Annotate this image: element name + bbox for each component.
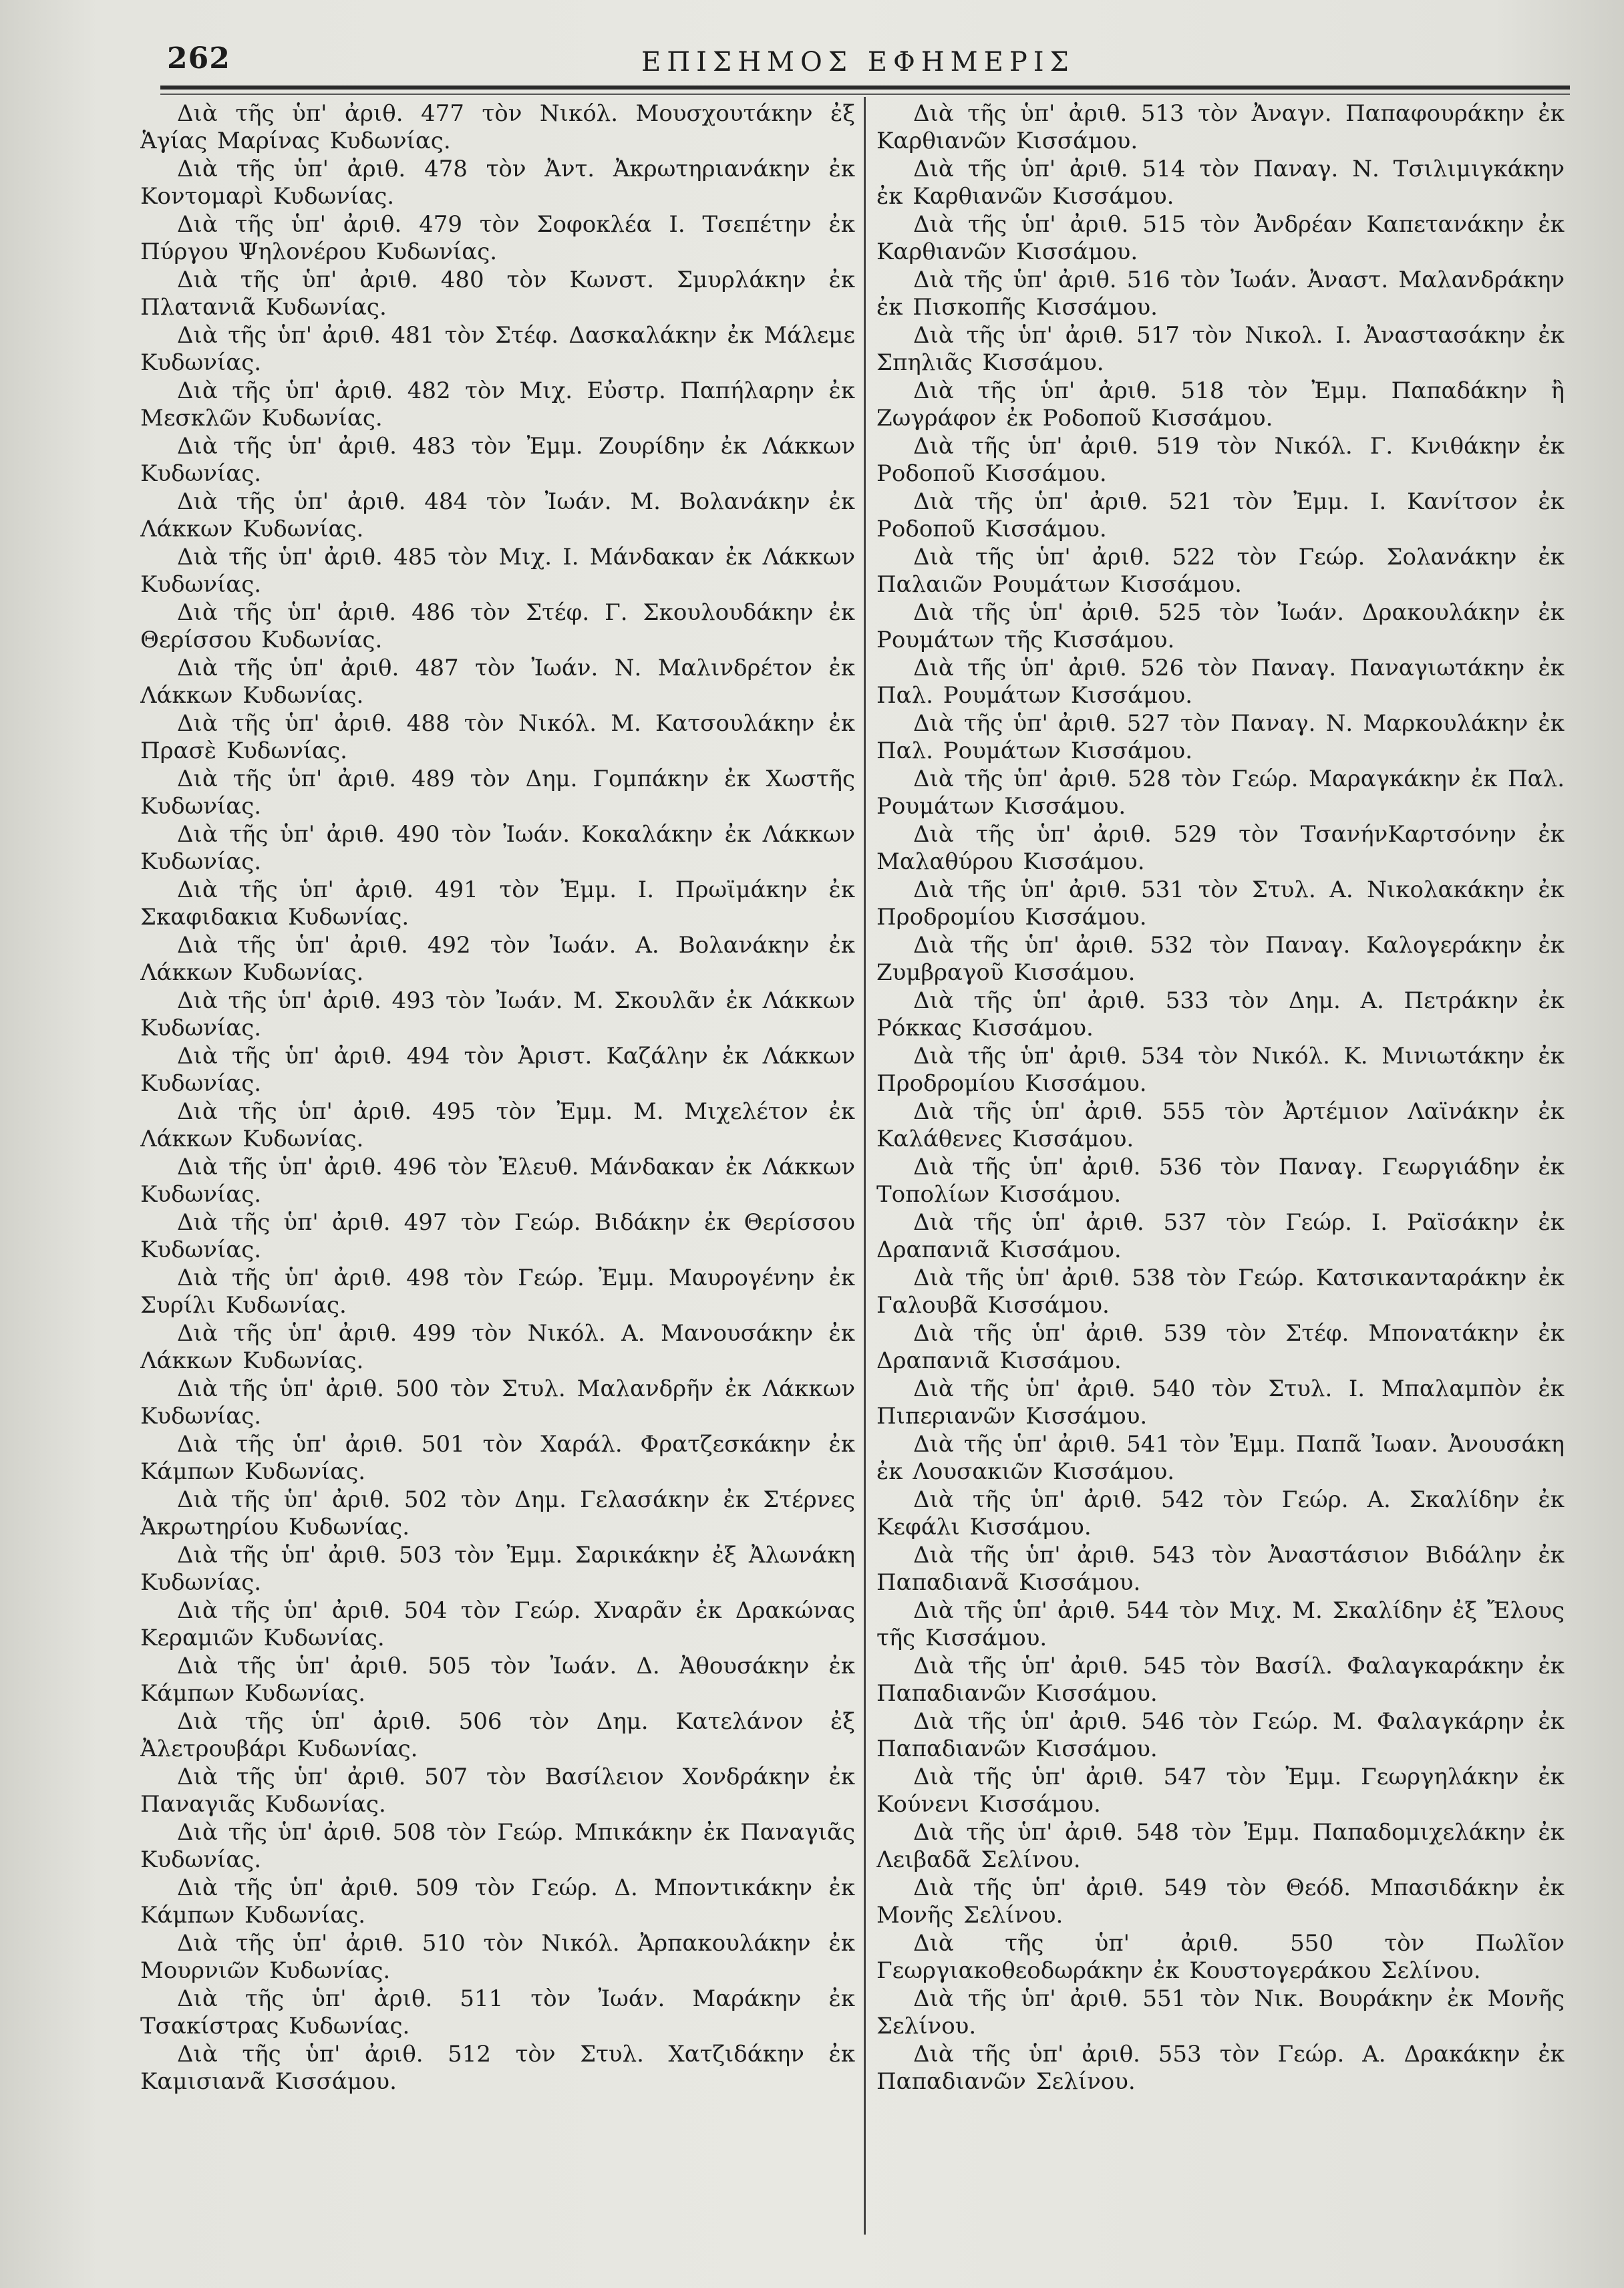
list-item: Διὰ τῆς ὑπ' ἀριθ. 550 τὸν Πωλῖον Γεωργιακοθεοδωράκην ἐκ Κουστογεράκου Σελίνου.	[876, 1930, 1565, 1984]
list-item: Διὰ τῆς ὑπ' ἀριθ. 553 τὸν Γεώρ. Α. Δρακάκην ἐκ Παπαδιανῶν Σελίνου.	[876, 2041, 1565, 2095]
list-item: Διὰ τῆς ὑπ' ἀριθ. 489 τὸν Δημ. Γομπάκην ἐκ Χωστῆς Κυδωνίας.	[140, 766, 855, 820]
list-item: Διὰ τῆς ὑπ' ἀριθ. 519 τὸν Νικόλ. Γ. Κνιθάκην ἐκ Ροδοποῦ Κισσάμου.	[876, 433, 1565, 487]
header-rule	[160, 86, 1570, 90]
list-item: Διὰ τῆς ὑπ' ἀριθ. 548 τὸν Ἐμμ. Παπαδομιχελάκην ἐκ Λειβαδᾶ Σελίνου.	[876, 1819, 1565, 1873]
list-item: Διὰ τῆς ὑπ' ἀριθ. 532 τὸν Παναγ. Καλογεράκην ἐκ Ζυμβραγοῦ Κισσάμου.	[876, 932, 1565, 986]
list-item: Διὰ τῆς ὑπ' ἀριθ. 540 τὸν Στυλ. Ι. Μπαλαμπὸν ἐκ Πιπεριανῶν Κισσάμου.	[876, 1375, 1565, 1430]
list-item: Διὰ τῆς ὑπ' ἀριθ. 480 τὸν Κωνστ. Σμυρλάκην ἐκ Πλατανιᾶ Κυδωνίας.	[140, 267, 855, 321]
list-item: Διὰ τῆς ὑπ' ἀριθ. 481 τὸν Στέφ. Δασκαλάκην ἐκ Μάλεμε Κυδωνίας.	[140, 322, 855, 376]
list-item: Διὰ τῆς ὑπ' ἀριθ. 541 τὸν Ἐμμ. Παπᾶ Ἰωαν. Ἀνουσάκη ἐκ Λουσακιῶν Κισσάμου.	[876, 1431, 1565, 1485]
list-item: Διὰ τῆς ὑπ' ἀριθ. 500 τὸν Στυλ. Μαλανδρῆν ἐκ Λάκκων Κυδωνίας.	[140, 1375, 855, 1430]
list-item: Διὰ τῆς ὑπ' ἀριθ. 499 τὸν Νικόλ. Α. Μανουσάκην ἐκ Λάκκων Κυδωνίας.	[140, 1320, 855, 1374]
list-item: Διὰ τῆς ὑπ' ἀριθ. 492 τὸν Ἰωάν. Α. Βολανάκην ἐκ Λάκκων Κυδωνίας.	[140, 932, 855, 986]
list-item: Διὰ τῆς ὑπ' ἀριθ. 504 τὸν Γεώρ. Χναρᾶν ἐκ Δρακώνας Κεραμιῶν Κυδωνίας.	[140, 1597, 855, 1651]
list-item: Διὰ τῆς ὑπ' ἀριθ. 537 τὸν Γεώρ. Ι. Ραϊσάκην ἐκ Δραπανιᾶ Κισσάμου.	[876, 1209, 1565, 1263]
list-item: Διὰ τῆς ὑπ' ἀριθ. 526 τὸν Παναγ. Παναγιωτάκην ἐκ Παλ. Ρουμάτων Κισσάμου.	[876, 655, 1565, 709]
list-item: Διὰ τῆς ὑπ' ἀριθ. 486 τὸν Στέφ. Γ. Σκουλουδάκην ἐκ Θερίσσου Κυδωνίας.	[140, 599, 855, 653]
list-item: Διὰ τῆς ὑπ' ἀριθ. 538 τὸν Γεώρ. Κατσικανταράκην ἐκ Γαλουβᾶ Κισσάμου.	[876, 1265, 1565, 1319]
list-item: Διὰ τῆς ὑπ' ἀριθ. 555 τὸν Ἀρτέμιον Λαϊνάκην ἐκ Καλάθενες Κισσάμου.	[876, 1098, 1565, 1152]
list-item: Διὰ τῆς ὑπ' ἀριθ. 543 τὸν Ἀναστάσιον Βιδάλην ἐκ Παπαδιανᾶ Κισσάμου.	[876, 1542, 1565, 1596]
list-item: Διὰ τῆς ὑπ' ἀριθ. 509 τὸν Γεώρ. Δ. Μποντικάκην ἐκ Κάμπων Κυδωνίας.	[140, 1874, 855, 1929]
list-item: Διὰ τῆς ὑπ' ἀριθ. 478 τὸν Ἀντ. Ἀκρωτηριανάκην ἐκ Κοντομαρὶ Κυδωνίας.	[140, 156, 855, 210]
list-item: Διὰ τῆς ὑπ' ἀριθ. 495 τὸν Ἐμμ. Μ. Μιχελέτον ἐκ Λάκκων Κυδωνίας.	[140, 1098, 855, 1152]
list-item: Διὰ τῆς ὑπ' ἀριθ. 531 τὸν Στυλ. Α. Νικολακάκην ἐκ Προδρομίου Κισσάμου.	[876, 876, 1565, 931]
list-item: Διὰ τῆς ὑπ' ἀριθ. 522 τὸν Γεώρ. Σολανάκην ἐκ Παλαιῶν Ρουμάτων Κισσάμου.	[876, 544, 1565, 598]
list-item: Διὰ τῆς ὑπ' ἀριθ. 511 τὸν Ἰωάν. Μαράκην ἐκ Τσακίστρας Κυδωνίας.	[140, 1985, 855, 2039]
list-item: Διὰ τῆς ὑπ' ἀριθ. 539 τὸν Στέφ. Μπονατάκην ἐκ Δραπανιᾶ Κισσάμου.	[876, 1320, 1565, 1374]
list-item: Διὰ τῆς ὑπ' ἀριθ. 510 τὸν Νικόλ. Ἀρπακουλάκην ἐκ Μουρνιῶν Κυδωνίας.	[140, 1930, 855, 1984]
list-item: Διὰ τῆς ὑπ' ἀριθ. 494 τὸν Ἀριστ. Καζάλην ἐκ Λάκκων Κυδωνίας.	[140, 1043, 855, 1097]
list-item: Διὰ τῆς ὑπ' ἀριθ. 525 τὸν Ἰωάν. Δρακουλάκην ἐκ Ρουμάτων τῆς Κισσάμου.	[876, 599, 1565, 653]
page-number: 262	[167, 41, 230, 75]
list-item: Διὰ τῆς ὑπ' ἀριθ. 542 τὸν Γεώρ. Α. Σκαλίδην ἐκ Κεφάλι Κισσάμου.	[876, 1486, 1565, 1540]
list-item: Διὰ τῆς ὑπ' ἀριθ. 479 τὸν Σοφοκλέα Ι. Τσεπέτην ἐκ Πύργου Ψηλονέρου Κυδωνίας.	[140, 211, 855, 265]
list-item: Διὰ τῆς ὑπ' ἀριθ. 517 τὸν Νικολ. Ι. Ἀναστασάκην ἐκ Σπηλιᾶς Κισσάμου.	[876, 322, 1565, 376]
right-column	[876, 100, 1565, 2096]
list-item: Διὰ τῆς ὑπ' ἀριθ. 529 τὸν ΤσανήνΚαρτσόνην ἐκ Μαλαθύρου Κισσάμου.	[876, 821, 1565, 875]
header-rule-thin	[160, 94, 1570, 95]
list-item: Διὰ τῆς ὑπ' ἀριθ. 483 τὸν Ἐμμ. Ζουρίδην ἐκ Λάκκων Κυδωνίας.	[140, 433, 855, 487]
list-item: Διὰ τῆς ὑπ' ἀριθ. 546 τὸν Γεώρ. Μ. Φαλαγκάρην ἐκ Παπαδιανῶν Κισσάμου.	[876, 1708, 1565, 1762]
list-item: Διὰ τῆς ὑπ' ἀριθ. 544 τὸν Μιχ. Μ. Σκαλίδην ἐξ Ἔλους τῆς Κισσάμου.	[876, 1597, 1565, 1651]
list-item: Διὰ τῆς ὑπ' ἀριθ. 477 τὸν Νικόλ. Μουσχουτάκην ἐξ Ἁγίας Μαρίνας Κυδωνίας.	[140, 100, 855, 154]
list-item: Διὰ τῆς ὑπ' ἀριθ. 505 τὸν Ἰωάν. Δ. Ἀθουσάκην ἐκ Κάμπων Κυδωνίας.	[140, 1653, 855, 1707]
list-item: Διὰ τῆς ὑπ' ἀριθ. 493 τὸν Ἰωάν. Μ. Σκουλᾶν ἐκ Λάκκων Κυδωνίας.	[140, 987, 855, 1041]
left-column	[140, 100, 855, 2096]
list-item: Διὰ τῆς ὑπ' ἀριθ. 482 τὸν Μιχ. Εὐστρ. Παπήλαρην ἐκ Μεσκλῶν Κυδωνίας.	[140, 377, 855, 432]
list-item: Διὰ τῆς ὑπ' ἀριθ. 527 τὸν Παναγ. Ν. Μαρκουλάκην ἐκ Παλ. Ρουμάτων Κισσάμου.	[876, 710, 1565, 764]
list-item: Διὰ τῆς ὑπ' ἀριθ. 491 τὸν Ἐμμ. Ι. Πρωϊμάκην ἐκ Σκαφιδακια Κυδωνίας.	[140, 876, 855, 931]
list-item: Διὰ τῆς ὑπ' ἀριθ. 536 τὸν Παναγ. Γεωργιάδην ἐκ Τοπολίων Κισσάμου.	[876, 1154, 1565, 1208]
list-item: Διὰ τῆς ὑπ' ἀριθ. 507 τὸν Βασίλειον Χονδράκην ἐκ Παναγιᾶς Κυδωνίας.	[140, 1764, 855, 1818]
list-item: Διὰ τῆς ὑπ' ἀριθ. 490 τὸν Ἰωάν. Κοκαλάκην ἐκ Λάκκων Κυδωνίας.	[140, 821, 855, 875]
list-item: Διὰ τῆς ὑπ' ἀριθ. 488 τὸν Νικόλ. Μ. Κατσουλάκην ἐκ Πρασὲ Κυδωνίας.	[140, 710, 855, 764]
column-divider	[864, 97, 866, 2235]
list-item: Διὰ τῆς ὑπ' ἀριθ. 497 τὸν Γεώρ. Βιδάκην ἐκ Θερίσσου Κυδωνίας.	[140, 1209, 855, 1263]
list-item: Διὰ τῆς ὑπ' ἀριθ. 516 τὸν Ἰωάν. Ἀναστ. Μαλανδράκην ἐκ Πισκοπῆς Κισσάμου.	[876, 267, 1565, 321]
list-item: Διὰ τῆς ὑπ' ἀριθ. 528 τὸν Γεώρ. Μαραγκάκην ἐκ Παλ. Ρουμάτων Κισσάμου.	[876, 766, 1565, 820]
list-item: Διὰ τῆς ὑπ' ἀριθ. 521 τὸν Ἐμμ. Ι. Κανίτσον ἐκ Ροδοποῦ Κισσάμου.	[876, 488, 1565, 542]
list-item: Διὰ τῆς ὑπ' ἀριθ. 547 τὸν Ἐμμ. Γεωργηλάκην ἐκ Κούνενι Κισσάμου.	[876, 1764, 1565, 1818]
list-item: Διὰ τῆς ὑπ' ἀριθ. 487 τὸν Ἰωάν. Ν. Μαλινδρέτον ἐκ Λάκκων Κυδωνίας.	[140, 655, 855, 709]
gazette-title: ΕΠΙΣΗΜΟΣ ΕΦΗΜΕΡΙΣ	[641, 47, 1075, 77]
list-item: Διὰ τῆς ὑπ' ἀριθ. 545 τὸν Βασίλ. Φαλαγκαράκην ἐκ Παπαδιανῶν Κισσάμου.	[876, 1653, 1565, 1707]
list-item: Διὰ τῆς ὑπ' ἀριθ. 518 τὸν Ἐμμ. Παπαδάκην ἢ Ζωγράφον ἐκ Ροδοποῦ Κισσάμου.	[876, 377, 1565, 432]
list-item: Διὰ τῆς ὑπ' ἀριθ. 498 τὸν Γεώρ. Ἐμμ. Μαυρογένην ἐκ Συρίλι Κυδωνίας.	[140, 1265, 855, 1319]
list-item: Διὰ τῆς ὑπ' ἀριθ. 508 τὸν Γεώρ. Μπικάκην ἐκ Παναγιᾶς Κυδωνίας.	[140, 1819, 855, 1873]
list-item: Διὰ τῆς ὑπ' ἀριθ. 506 τὸν Δημ. Κατελάνον ἐξ Ἀλετρουβάρι Κυδωνίας.	[140, 1708, 855, 1762]
list-item: Διὰ τῆς ὑπ' ἀριθ. 502 τὸν Δημ. Γελασάκην ἐκ Στέρνες Ἀκρωτηρίου Κυδωνίας.	[140, 1486, 855, 1540]
list-item: Διὰ τῆς ὑπ' ἀριθ. 496 τὸν Ἐλευθ. Μάνδακαν ἐκ Λάκκων Κυδωνίας.	[140, 1154, 855, 1208]
page-header	[167, 41, 1583, 88]
list-item: Διὰ τῆς ὑπ' ἀριθ. 534 τὸν Νικόλ. Κ. Μινιωτάκην ἐκ Προδρομίου Κισσάμου.	[876, 1043, 1565, 1097]
list-item: Διὰ τῆς ὑπ' ἀριθ. 512 τὸν Στυλ. Χατζιδάκην ἐκ Καμισιανᾶ Κισσάμου.	[140, 2041, 855, 2095]
list-item: Διὰ τῆς ὑπ' ἀριθ. 485 τὸν Μιχ. Ι. Μάνδακαν ἐκ Λάκκων Κυδωνίας.	[140, 544, 855, 598]
list-item: Διὰ τῆς ὑπ' ἀριθ. 549 τὸν Θεόδ. Μπασιδάκην ἐκ Μονῆς Σελίνου.	[876, 1874, 1565, 1929]
list-item: Διὰ τῆς ὑπ' ἀριθ. 513 τὸν Ἀναγν. Παπαφουράκην ἐκ Καρθιανῶν Κισσάμου.	[876, 100, 1565, 154]
list-item: Διὰ τῆς ὑπ' ἀριθ. 533 τὸν Δημ. Α. Πετράκην ἐκ Ρόκκας Κισσάμου.	[876, 987, 1565, 1041]
list-item: Διὰ τῆς ὑπ' ἀριθ. 551 τὸν Νικ. Βουράκην ἐκ Μονῆς Σελίνου.	[876, 1985, 1565, 2039]
list-item: Διὰ τῆς ὑπ' ἀριθ. 514 τὸν Παναγ. Ν. Τσιλιμιγκάκην ἐκ Καρθιανῶν Κισσάμου.	[876, 156, 1565, 210]
list-item: Διὰ τῆς ὑπ' ἀριθ. 501 τὸν Χαράλ. Φρατζεσκάκην ἐκ Κάμπων Κυδωνίας.	[140, 1431, 855, 1485]
list-item: Διὰ τῆς ὑπ' ἀριθ. 503 τὸν Ἐμμ. Σαρικάκην ἐξ Ἀλωνάκη Κυδωνίας.	[140, 1542, 855, 1596]
list-item: Διὰ τῆς ὑπ' ἀριθ. 515 τὸν Ἀνδρέαν Καπετανάκην ἐκ Καρθιανῶν Κισσάμου.	[876, 211, 1565, 265]
list-item: Διὰ τῆς ὑπ' ἀριθ. 484 τὸν Ἰωάν. Μ. Βολανάκην ἐκ Λάκκων Κυδωνίας.	[140, 488, 855, 542]
